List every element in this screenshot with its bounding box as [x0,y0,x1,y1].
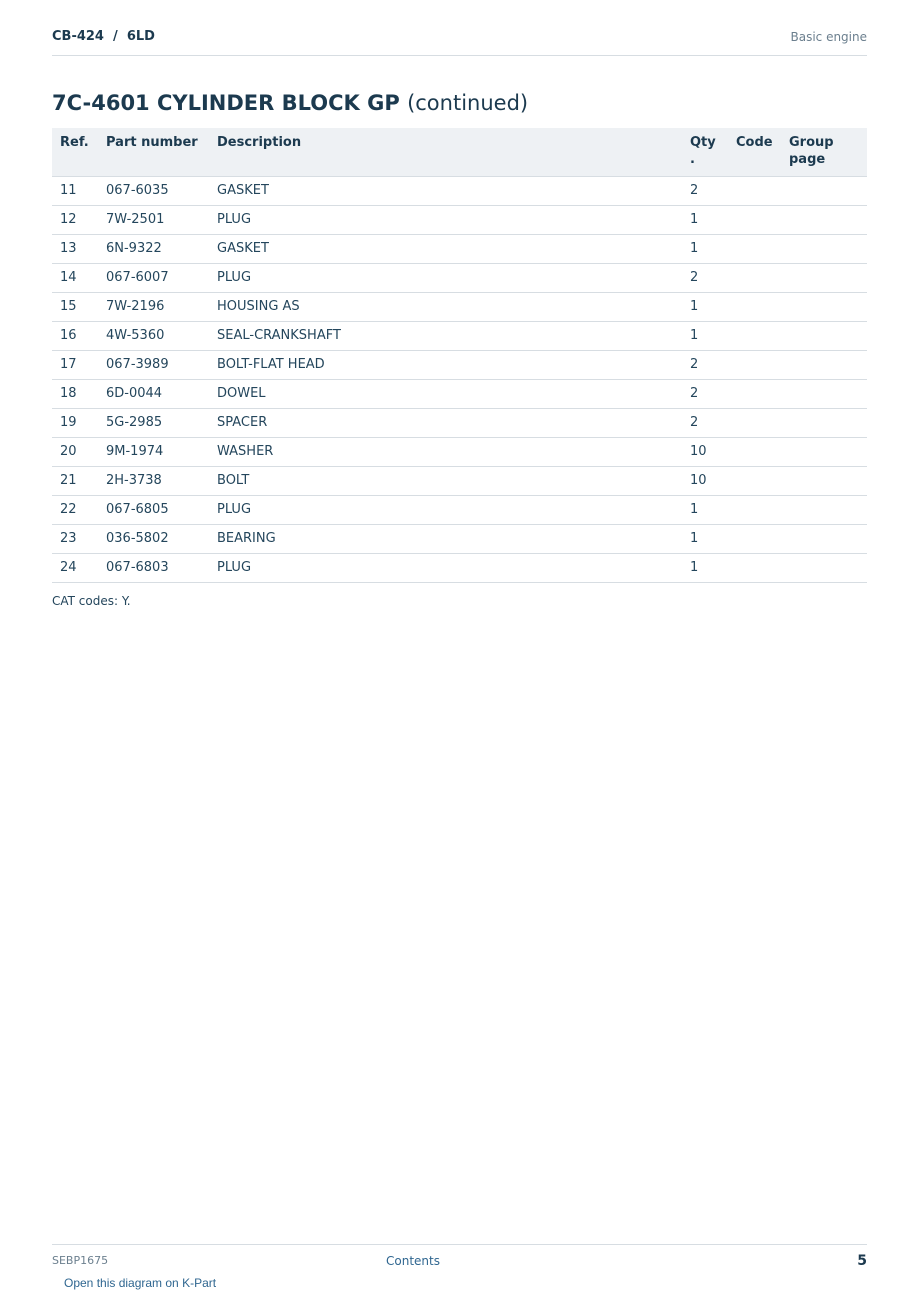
page-title [52,89,528,117]
table-row [52,322,867,351]
cell-ref: 18 [52,380,98,409]
cell-description: PLUG [209,496,682,525]
cell-ref: 13 [52,235,98,264]
cell-part-number: 7W-2501 [98,206,209,235]
column-header-ref: Ref. [52,128,98,177]
table-header-row [52,128,867,177]
cell-ref: 24 [52,554,98,583]
column-header-part-number: Part number [98,128,209,177]
cell-ref: 16 [52,322,98,351]
cell-code [728,351,781,380]
cell-code [728,409,781,438]
cell-code [728,525,781,554]
cell-part-number: 2H-3738 [98,467,209,496]
table-row [52,177,867,206]
cell-ref: 21 [52,467,98,496]
table-row [52,467,867,496]
cell-part-number: 067-6803 [98,554,209,583]
cell-qty: 2 [682,380,728,409]
page-footer [52,1244,867,1277]
cell-group-page [781,438,867,467]
table-row [52,438,867,467]
cell-code [728,264,781,293]
document-path: CB-424 / 6LD [52,29,155,44]
cell-description: SEAL-CRANKSHAFT [209,322,682,351]
cell-code [728,554,781,583]
table-row [52,496,867,525]
cell-ref: 17 [52,351,98,380]
cell-qty: 2 [682,351,728,380]
page-number: 5 [857,1253,867,1269]
cell-group-page [781,554,867,583]
cell-code [728,467,781,496]
cell-ref: 15 [52,293,98,322]
cell-ref: 23 [52,525,98,554]
group-title: 7C-4601 CYLINDER BLOCK GP [52,91,400,115]
cell-part-number: 7W-2196 [98,293,209,322]
cell-ref: 22 [52,496,98,525]
column-header-code: Code [728,128,781,177]
continued-label: (continued) [407,91,529,115]
cell-group-page [781,467,867,496]
table-row [52,351,867,380]
cell-qty: 2 [682,264,728,293]
cell-part-number: 067-3989 [98,351,209,380]
cell-ref: 11 [52,177,98,206]
cell-qty: 2 [682,409,728,438]
cell-ref: 19 [52,409,98,438]
cell-code [728,322,781,351]
cell-part-number: 6D-0044 [98,380,209,409]
cell-group-page [781,235,867,264]
cell-description: SPACER [209,409,682,438]
cell-qty: 1 [682,525,728,554]
cell-qty: 1 [682,206,728,235]
cell-code [728,496,781,525]
cell-part-number: 5G-2985 [98,409,209,438]
cell-description: BEARING [209,525,682,554]
section-name: Basic engine [790,30,867,44]
table-row [52,264,867,293]
column-header-qty: Qty . [682,128,728,177]
table-row [52,380,867,409]
cell-group-page [781,206,867,235]
cell-qty: 1 [682,293,728,322]
cell-description: PLUG [209,206,682,235]
cell-code [728,206,781,235]
cell-group-page [781,409,867,438]
cell-qty: 1 [682,554,728,583]
cell-description: PLUG [209,554,682,583]
cell-qty: 2 [682,177,728,206]
cell-code [728,177,781,206]
cell-description: BOLT-FLAT HEAD [209,351,682,380]
cat-codes-note: CAT codes: Y. [52,594,131,608]
cell-part-number: 6N-9322 [98,235,209,264]
cell-group-page [781,177,867,206]
cell-description: GASKET [209,235,682,264]
open-k-part-link[interactable]: Open this diagram on K-Part [64,1276,217,1290]
cell-part-number: 067-6035 [98,177,209,206]
cell-group-page [781,380,867,409]
cell-description: DOWEL [209,380,682,409]
cell-ref: 12 [52,206,98,235]
cell-part-number: 067-6805 [98,496,209,525]
cell-description: PLUG [209,264,682,293]
cell-qty: 1 [682,496,728,525]
cell-group-page [781,264,867,293]
cell-code [728,438,781,467]
cell-description: GASKET [209,177,682,206]
cell-code [728,380,781,409]
cell-qty: 10 [682,438,728,467]
cell-group-page [781,322,867,351]
cell-part-number: 036-5802 [98,525,209,554]
table-row [52,206,867,235]
cell-code [728,293,781,322]
table-body [52,177,867,583]
cell-ref: 20 [52,438,98,467]
cell-code [728,235,781,264]
cell-group-page [781,496,867,525]
cell-qty: 10 [682,467,728,496]
cell-description: HOUSING AS [209,293,682,322]
page-header [52,29,867,56]
table-row [52,293,867,322]
cell-description: BOLT [209,467,682,496]
document-code: SEBP1675 [52,1254,109,1267]
table-row [52,235,867,264]
cell-qty: 1 [682,235,728,264]
column-header-group-page: Group page [781,128,867,177]
cell-group-page [781,351,867,380]
contents-link[interactable]: Contents [386,1254,440,1268]
column-header-description: Description [209,128,682,177]
table-row [52,554,867,583]
cell-part-number: 067-6007 [98,264,209,293]
cell-part-number: 9M-1974 [98,438,209,467]
cell-part-number: 4W-5360 [98,322,209,351]
cell-group-page [781,525,867,554]
cell-group-page [781,293,867,322]
table-row [52,525,867,554]
cell-qty: 1 [682,322,728,351]
cell-description: WASHER [209,438,682,467]
cell-ref: 14 [52,264,98,293]
parts-table [52,128,867,583]
table-row [52,409,867,438]
